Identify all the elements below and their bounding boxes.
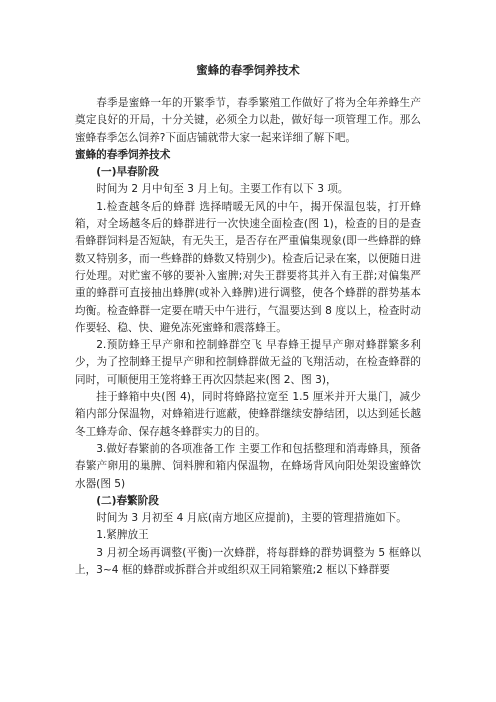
subsection-heading-early-spring: (一)早春阶段 (96, 166, 159, 179)
section-heading: 蜜蜂的春季饲养技术 (75, 148, 171, 161)
document-title: 蜜蜂的春季饲养技术 (196, 63, 300, 77)
document-page (75, 62, 421, 579)
paragraph-check-colonies: 1.检查越冬后的蜂群 选择晴暖无风的中午，揭开保温包装，打开蜂箱，对全场越冬后的蜂群进行一次快速全面检查(图 1)，检查的目的是查看蜂群饲料是否短缺，有无失王，是否存在严重偏集现象(即一些蜂群的蜂数又特别多，而一些蜂群的蜂数又特别少)。检查后记录在案，以便随日进行处理。对贮蜜不够的要补入蜜脾;对失王群要将其并入有王群;对偏集严重的蜂群可直接抽出蜂脾(或补入蜂脾)进行调整，使各个蜂群的群势基本均衡。检查蜂群一定要在晴天中午进行，气温要达到 8 度以上，检查时动作要轻、稳、快、避免冻死蜜蜂和震落蜂王。 (75, 200, 421, 334)
paragraph-step-heading: 1.紧脾放王 (96, 529, 149, 542)
paragraph-time-early-spring: 时间为 2 月中旬至 3 月上旬。主要工作有以下 3 项。 (96, 183, 349, 196)
intro-paragraph: 春季是蜜蜂一年的开繁季节，春季繁殖工作做好了将为全年养蜂生产奠定良好的开局，十分关键，必须全力以赴，做好每一项管理工作。那么蜜蜂春季怎么饲养?下面店铺就带大家一起来详细了解下吧。 (75, 97, 421, 144)
paragraph-preparations: 3.做好春繁前的各项准备工作 主要工作和包括整理和消毒蜂具，预备春繁产卵用的巢脾、饲料脾和箱内保温物，在蜂场背风向阳处架设蜜蜂饮水器(图 5) (75, 442, 421, 490)
paragraph-hang-cage: 挂于蜂箱中央(图 4)，同时将蜂路拉宽至 1.5 厘米并开大巢门，减少箱内部分保温物，对蜂箱进行遮蔽，使蜂群继续安静结团，以达到延长越冬工蜂寿命、保存越冬蜂群实力的目的。 (75, 391, 421, 438)
paragraph-time-spring-breeding: 时间为 3 月初至 4 月底(南方地区应提前)，主要的管理措施如下。 (96, 512, 407, 525)
paragraph-prevent-early-laying: 2.预防蜂王早产卵和控制蜂群空飞 早春蜂王提早产卵对蜂群繁多利少，为了控制蜂王提早产卵和控制蜂群做无益的飞翔活动，在检查蜂群的同时，可顺便用王笼将蜂王再次囚禁起来(图 2、图 3)， (75, 339, 421, 386)
subsection-heading-spring-breeding: (二)春繁阶段 (96, 494, 159, 507)
paragraph-adjust-colonies: 3 月初全场再调整(平衡)一次蜂群，将每群蜂的群势调整为 5 框蜂以上，3~4 框的蜂群或拆群合并或组织双王同箱繁殖;2 框以下蜂群要 (75, 546, 421, 577)
